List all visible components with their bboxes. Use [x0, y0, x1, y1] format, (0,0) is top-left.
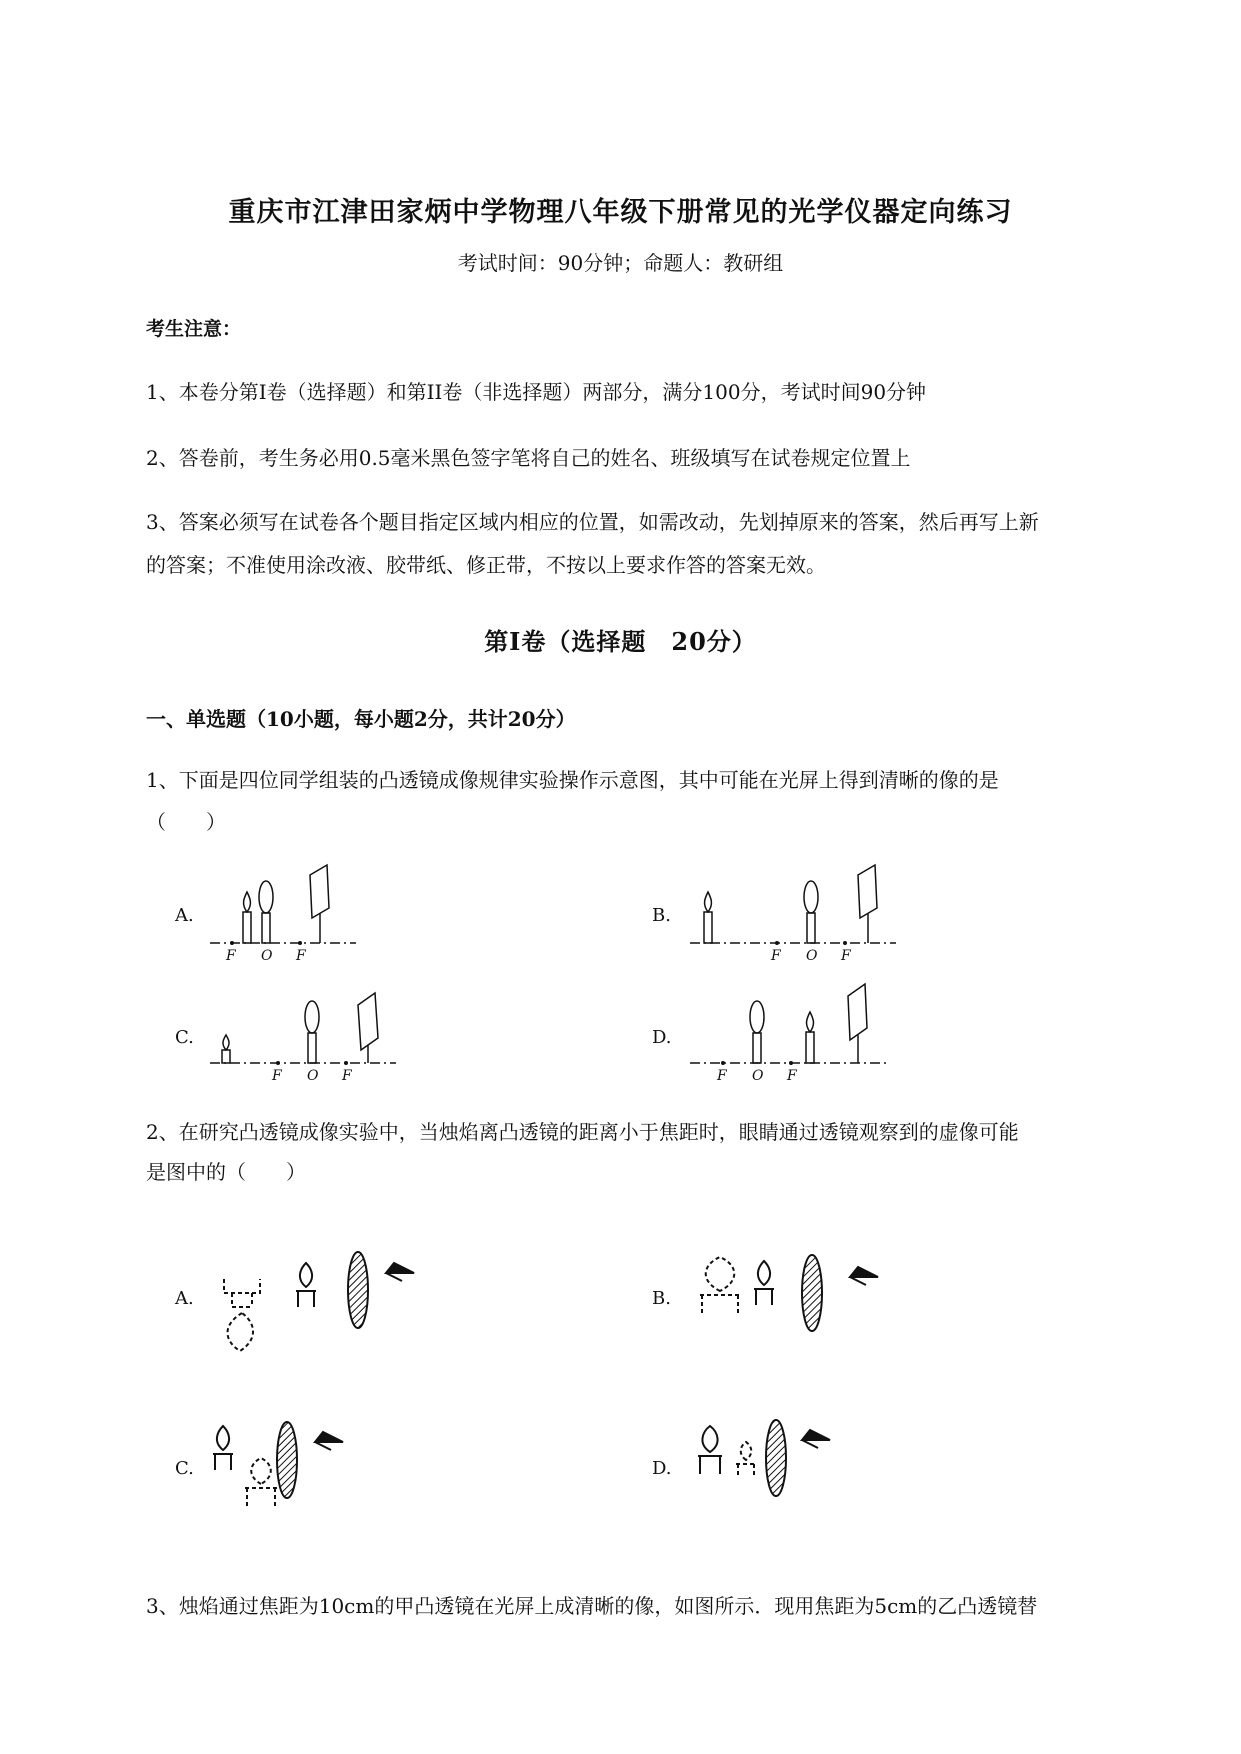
question-1-stem: 1、下面是四位同学组装的凸透镜成像规律实验操作示意图，其中可能在光屏上得到清晰的像的是 — [146, 768, 999, 792]
question-2-stem: 2、在研究凸透镜成像实验中，当烛焰离凸透镜的距离小于焦距时，眼睛通过透镜观察到的虚像可能 — [146, 1120, 1019, 1144]
focal-point-label: F — [296, 948, 306, 964]
q2-option-a-diagram — [218, 1255, 428, 1355]
q1-option-b-diagram — [690, 860, 900, 965]
focal-point-label: F — [272, 1068, 282, 1084]
focal-point-label: F — [226, 948, 236, 964]
section-title: 第I卷（选择题 20分） — [484, 627, 757, 656]
q2-option-b-diagram — [690, 1255, 900, 1355]
q1-option-d-diagram — [690, 980, 890, 1085]
q1-option-d-label: D. — [652, 1027, 672, 1048]
note-item-3-continued: 的答案；不准使用涂改液、胶带纸、修正带，不按以上要求作答的答案无效。 — [146, 553, 826, 577]
note-item-1: 1、本卷分第I卷（选择题）和第II卷（非选择题）两部分，满分100分，考试时间90分钟 — [146, 380, 927, 404]
focal-point-label: F — [841, 948, 851, 964]
q1-option-a-diagram — [210, 860, 360, 965]
focal-point-label: F — [717, 1068, 727, 1084]
optical-center-label: O — [806, 948, 818, 964]
q2-option-c-label: C. — [175, 1458, 194, 1479]
question-2-stem-continued: 是图中的（ ） — [146, 1160, 306, 1184]
notes-heading: 考生注意： — [146, 318, 242, 340]
optical-center-label: O — [752, 1068, 764, 1084]
page-title: 重庆市江津田家炳中学物理八年级下册常见的光学仪器定向练习 — [228, 197, 1013, 228]
q2-option-d-label: D. — [652, 1458, 672, 1479]
q2-option-c-diagram — [205, 1420, 355, 1520]
subsection-title: 一、单选题（10小题，每小题2分，共计20分） — [146, 707, 576, 731]
q1-option-c-diagram — [210, 980, 400, 1085]
q1-option-b-label: B. — [652, 905, 671, 926]
focal-point-label: F — [787, 1068, 797, 1084]
q1-option-a-label: A. — [175, 905, 194, 926]
q2-option-d-diagram — [690, 1420, 860, 1520]
optical-center-label: O — [261, 948, 273, 964]
note-item-2: 2、答卷前，考生务必用0.5毫米黑色签字笔将自己的姓名、班级填写在试卷规定位置上 — [146, 446, 911, 470]
q2-option-a-label: A. — [175, 1288, 194, 1309]
exam-info: 考试时间：90分钟；命题人：教研组 — [457, 251, 784, 275]
focal-point-label: F — [771, 948, 781, 964]
optical-center-label: O — [307, 1068, 319, 1084]
question-3-stem: 3、烛焰通过焦距为10cm的甲凸透镜在光屏上成清晰的像，如图所示．现用焦距为5cm的乙凸透镜替 — [146, 1594, 1038, 1618]
question-1-stem-continued: （ ） — [146, 810, 226, 834]
note-item-3: 3、答案必须写在试卷各个题目指定区域内相应的位置，如需改动，先划掉原来的答案，然后再写上新 — [146, 510, 1039, 534]
q1-option-c-label: C. — [175, 1027, 194, 1048]
q2-option-b-label: B. — [652, 1288, 671, 1309]
focal-point-label: F — [342, 1068, 352, 1084]
